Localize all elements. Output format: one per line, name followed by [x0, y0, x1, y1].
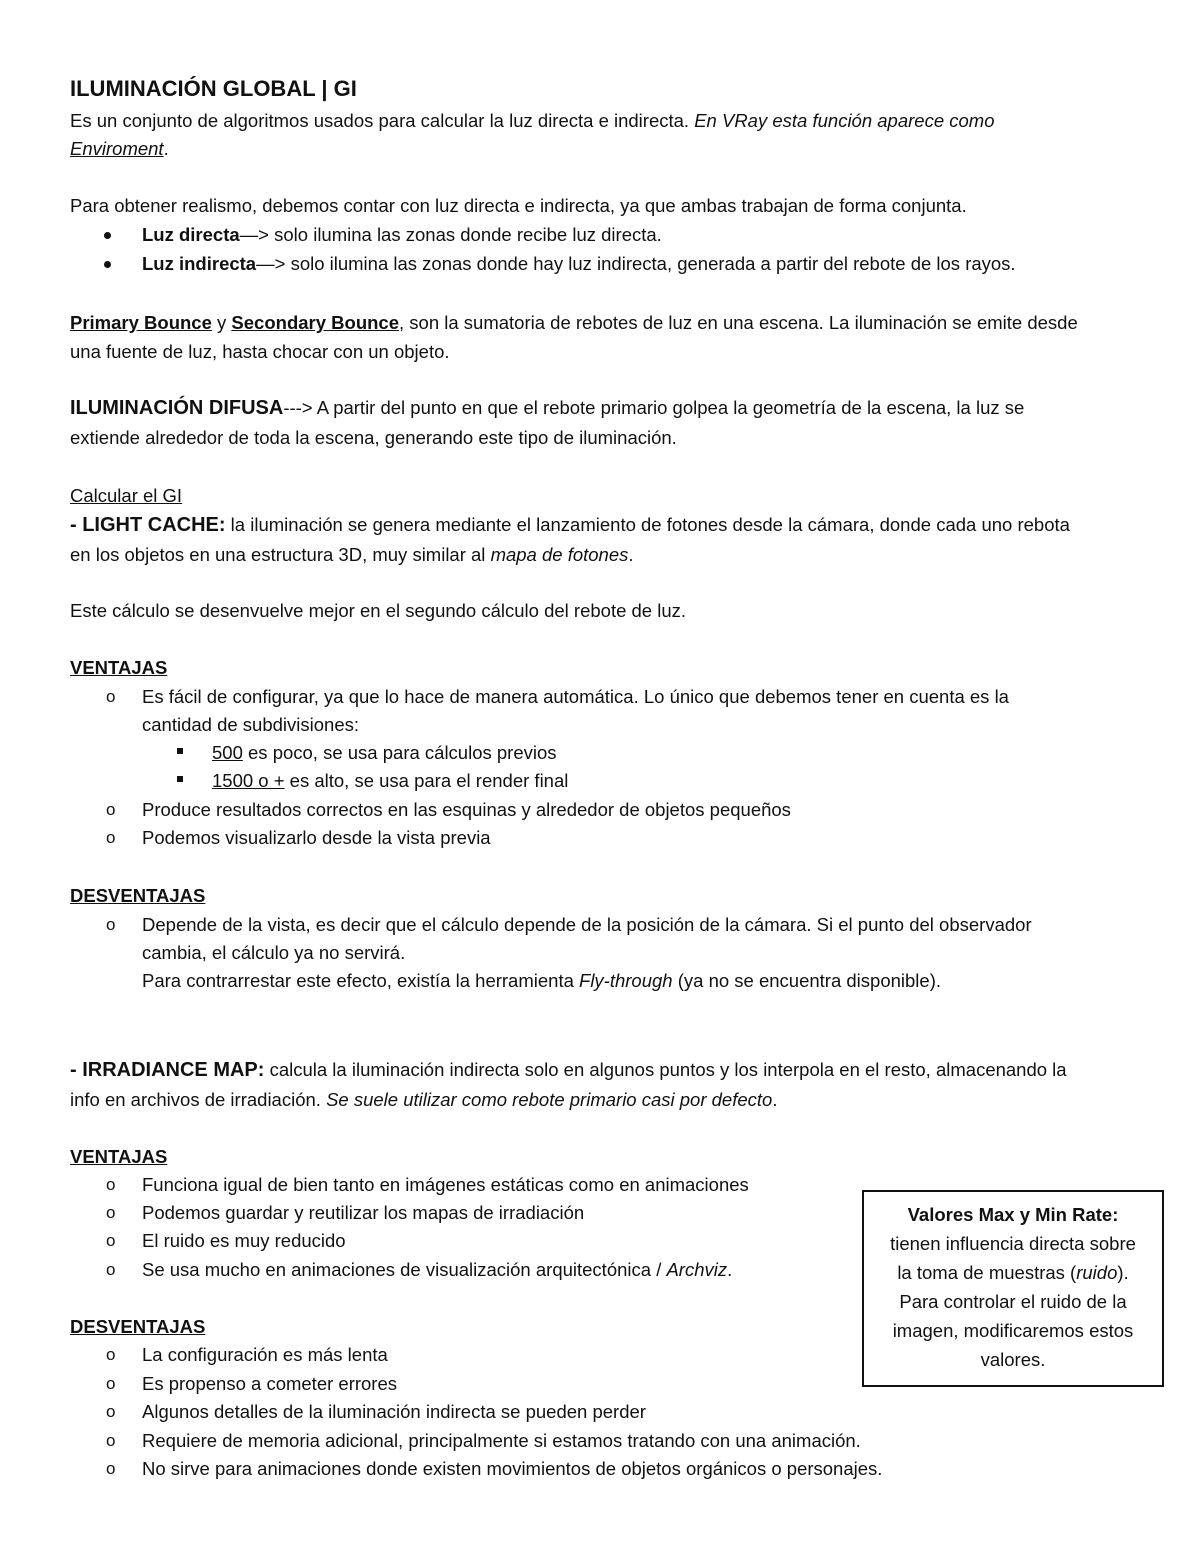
im-ventaja-1: Funciona igual de bien tanto en imágenes estáticas como en animaciones [142, 1174, 749, 1195]
im-ventaja-2: Podemos guardar y reutilizar los mapas de irradiación [142, 1202, 585, 1223]
lc-sub-item-500: 500 es poco, se usa para cálculos previos [212, 742, 557, 763]
calc-note: Este cálculo se desenvuelve mejor en el segundo cálculo del rebote de luz. [70, 600, 687, 621]
lc-ventaja-3: Podemos visualizarlo desde la vista previa [142, 827, 491, 848]
realism-paragraph: Para obtener realismo, debemos contar con luz directa e indirecta, ya que ambas trabajan de forma conjunta. [70, 195, 967, 216]
page-title: ILUMINACIÓN GLOBAL | GI [70, 76, 357, 101]
circle-bullet: o [106, 1203, 116, 1222]
im-ventaja-4: Se usa mucho en animaciones de visualización arquitectónica / Archviz. [142, 1259, 733, 1280]
list-item-indirect-light: Luz indirecta—> solo ilumina las zonas donde hay luz indirecta, generada a partir del rebote de los rayos. [142, 253, 1016, 274]
bounce-line-2: una fuente de luz, hasta chocar con un objeto. [70, 341, 450, 362]
irradiance-heading: - IRRADIANCE MAP: [70, 1059, 265, 1081]
intro-line-2: Enviroment. [70, 138, 169, 159]
note-line-2: la toma de muestras (ruido). [897, 1262, 1129, 1283]
lc-ventajas-heading: VENTAJAS [70, 657, 168, 678]
square-bullet [177, 748, 183, 754]
calc-heading: Calcular el GI [70, 485, 183, 506]
circle-bullet: o [106, 1175, 116, 1194]
circle-bullet: o [106, 828, 116, 847]
circle-bullet: o [106, 687, 116, 706]
bounce-line-1: Primary Bounce y Secondary Bounce, son la sumatoria de rebotes de luz en una escena. La iluminación se emite desde [70, 312, 1078, 333]
lc-ventaja-1-line-2: cantidad de subdivisiones: [142, 714, 360, 735]
note-heading: Valores Max y Min Rate: [907, 1204, 1119, 1225]
irradiance-line-2: info en archivos de irradiación. Se suele utilizar como rebote primario casi por defecto. [70, 1089, 778, 1110]
lc-desventaja-1-line-1: Depende de la vista, es decir que el cálculo depende de la posición de la cámara. Si el punto del observador [142, 914, 1032, 935]
circle-bullet: o [106, 1345, 116, 1364]
note-line-3: Para controlar el ruido de la [899, 1291, 1127, 1312]
square-bullet [177, 776, 183, 782]
intro-line-1: Es un conjunto de algoritmos usados para calcular la luz directa e indirecta. En VRay esta función aparece como [70, 110, 995, 131]
im-desventajas-heading: DESVENTAJAS [70, 1316, 206, 1337]
im-desventaja-3: Algunos detalles de la iluminación indirecta se pueden perder [142, 1401, 646, 1422]
im-desventaja-2: Es propenso a cometer errores [142, 1373, 398, 1394]
list-item-direct-light: Luz directa—> solo ilumina las zonas donde recibe luz directa. [142, 224, 662, 245]
note-box [862, 1190, 1164, 1387]
circle-bullet: o [106, 1431, 116, 1450]
circle-bullet: o [106, 1459, 116, 1478]
bullet-dot [104, 261, 111, 268]
circle-bullet: o [106, 1374, 116, 1393]
circle-bullet: o [106, 800, 116, 819]
primary-bounce-term: Primary Bounce [70, 312, 212, 333]
diffuse-heading: ILUMINACIÓN DIFUSA [70, 397, 284, 419]
bullet-dot [104, 232, 111, 239]
im-desventaja-1: La configuración es más lenta [142, 1344, 388, 1365]
irradiance-line-1: - IRRADIANCE MAP: calcula la iluminación indirecta solo en algunos puntos y los interpola en el resto, almacenando la [70, 1059, 1067, 1081]
lc-sub-item-1500: 1500 o + es alto, se usa para el render final [212, 770, 569, 791]
im-ventajas-heading: VENTAJAS [70, 1146, 168, 1167]
lc-desventaja-1-line-2: cambia, el cálculo ya no servirá. [142, 942, 406, 963]
note-line-4: imagen, modificaremos estos [892, 1320, 1134, 1341]
note-line-1: tienen influencia directa sobre [890, 1233, 1136, 1254]
circle-bullet: o [106, 1260, 116, 1279]
diffuse-line-1: ILUMINACIÓN DIFUSA---> A partir del punto en que el rebote primario golpea la geometría de la escena, la luz se [70, 397, 1025, 419]
im-desventaja-5: No sirve para animaciones donde existen movimientos de objetos orgánicos o personajes. [142, 1458, 883, 1479]
light-cache-line-1: - LIGHT CACHE: la iluminación se genera mediante el lanzamiento de fotones desde la cámara, donde cada uno rebota [70, 514, 1070, 536]
secondary-bounce-term: Secondary Bounce [231, 312, 399, 333]
circle-bullet: o [106, 1231, 116, 1250]
light-cache-line-2: en los objetos en una estructura 3D, muy similar al mapa de fotones. [70, 544, 634, 565]
lc-ventaja-2: Produce resultados correctos en las esquinas y alrededor de objetos pequeños [142, 799, 791, 820]
light-cache-heading: - LIGHT CACHE: [70, 514, 226, 536]
circle-bullet: o [106, 1402, 116, 1421]
lc-desventaja-1-line-3: Para contrarrestar este efecto, existía la herramienta Fly-through (ya no se encuentra disponible). [142, 970, 942, 991]
lc-ventaja-1-line-1: Es fácil de configurar, ya que lo hace de manera automática. Lo único que debemos tener en cuenta es la [142, 686, 1009, 707]
note-line-5: valores. [980, 1349, 1046, 1370]
enviroment-term: Enviroment [70, 138, 164, 159]
lc-desventajas-heading: DESVENTAJAS [70, 885, 206, 906]
im-ventaja-3: El ruido es muy reducido [142, 1230, 346, 1251]
im-desventaja-4: Requiere de memoria adicional, principalmente si estamos tratando con una animación. [142, 1430, 861, 1451]
circle-bullet: o [106, 915, 116, 934]
diffuse-line-2: extiende alrededor de toda la escena, generando este tipo de iluminación. [70, 427, 677, 448]
